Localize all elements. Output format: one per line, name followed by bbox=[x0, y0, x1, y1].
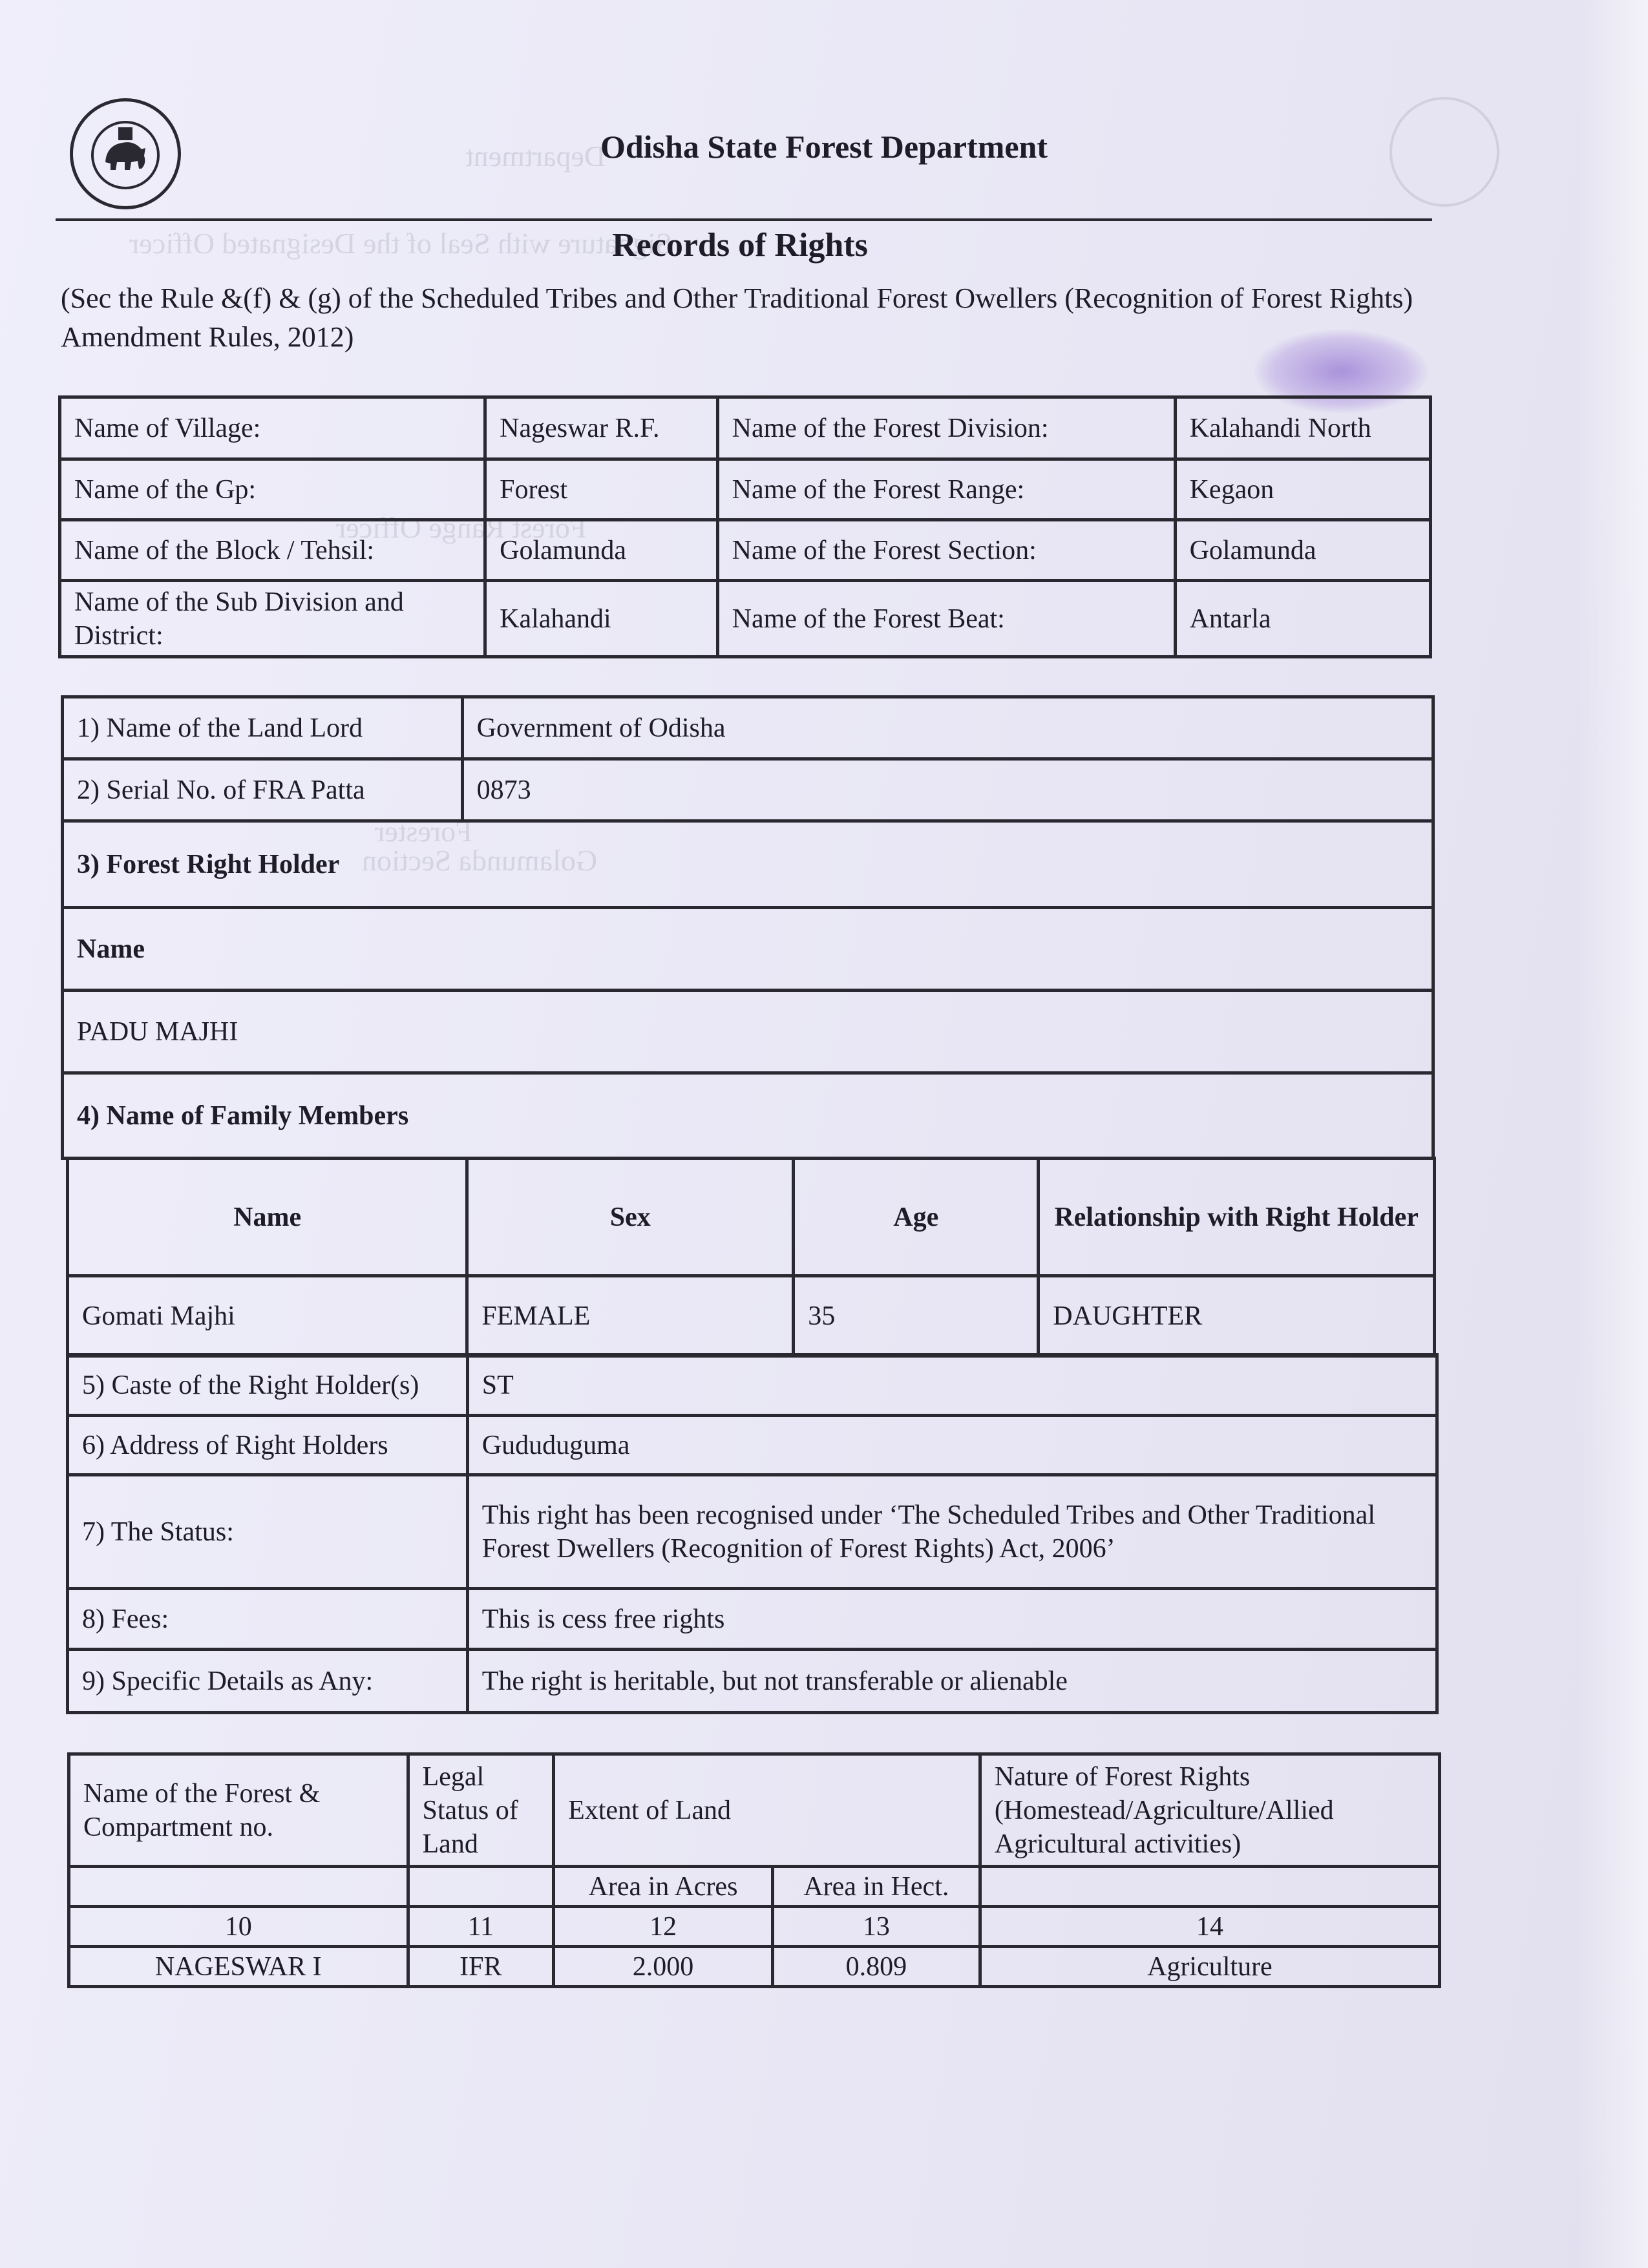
village-label: Name of Village: bbox=[60, 397, 485, 459]
area-hect-value: 0.809 bbox=[772, 1947, 980, 1987]
department-title: Odisha State Forest Department bbox=[600, 129, 1048, 165]
holder-name: PADU MAJHI bbox=[63, 991, 1433, 1073]
header-rule bbox=[56, 218, 1432, 221]
family-member-sex: FEMALE bbox=[467, 1276, 794, 1356]
forest-beat-value: Antarla bbox=[1175, 581, 1430, 657]
table-row bbox=[63, 759, 1433, 821]
family-header-age: Age bbox=[794, 1159, 1039, 1276]
caste-label: 5) Caste of the Right Holder(s) bbox=[68, 1355, 468, 1416]
status-value: This right has been recognised under ‘The Scheduled Tribes and Other Traditional Forest Dwellers (Recognition of Forest Rights) Act, 2006’ bbox=[467, 1475, 1437, 1589]
bleed-through-text: Forest Range Officer bbox=[336, 511, 587, 544]
table-row bbox=[63, 821, 1433, 908]
table-row bbox=[63, 697, 1433, 759]
area-acres-header: Area in Acres bbox=[554, 1867, 773, 1907]
fees-value: This is cess free rights bbox=[467, 1589, 1437, 1650]
table-row bbox=[68, 1475, 1437, 1589]
legal-status-value: IFR bbox=[408, 1947, 554, 1987]
column-number: 11 bbox=[408, 1907, 554, 1947]
table-row bbox=[60, 581, 1431, 657]
forest-section-value: Golamunda bbox=[1175, 520, 1430, 581]
family-header-relationship: Relationship with Right Holder bbox=[1039, 1159, 1435, 1276]
column-number: 14 bbox=[980, 1907, 1439, 1947]
gp-value: Forest bbox=[485, 459, 718, 520]
nature-value: Agriculture bbox=[980, 1947, 1439, 1987]
forest-range-value: Kegaon bbox=[1175, 459, 1430, 520]
empty-cell bbox=[69, 1867, 408, 1907]
family-header-sex: Sex bbox=[467, 1159, 794, 1276]
family-header-name: Name bbox=[68, 1159, 467, 1276]
table-row bbox=[68, 1355, 1437, 1416]
table-row bbox=[60, 397, 1431, 459]
area-hect-header: Area in Hect. bbox=[772, 1867, 980, 1907]
record-table bbox=[61, 695, 1435, 1160]
landlord-value: Government of Odisha bbox=[462, 697, 1433, 759]
gp-label: Name of the Gp: bbox=[60, 459, 485, 520]
table-row bbox=[68, 1589, 1437, 1650]
table-row bbox=[68, 1650, 1437, 1713]
forest-division-label: Name of the Forest Division: bbox=[717, 397, 1175, 459]
address-label: 6) Address of Right Holders bbox=[68, 1416, 468, 1475]
bleed-through-text: Golamunda Section bbox=[362, 844, 598, 877]
forest-beat-label: Name of the Forest Beat: bbox=[717, 581, 1175, 657]
page-subtitle: (Sec the Rule &(f) & (g) of the Scheduled Tribes and Other Traditional Forest Owellers (Recognition of Forest Rights) Amendment Rules, 2012) bbox=[61, 282, 1413, 353]
table-row bbox=[60, 459, 1431, 520]
legal-status-header: Legal Status of Land bbox=[408, 1754, 554, 1867]
land-table bbox=[67, 1752, 1441, 1988]
bleed-through-text: Forester bbox=[375, 815, 472, 848]
paper-fold-shadow bbox=[1577, 0, 1648, 2268]
nature-of-rights-header: Nature of Forest Rights (Homestead/Agriculture/Allied Agricultural activities) bbox=[980, 1754, 1439, 1867]
bleed-through-text: Department bbox=[465, 140, 606, 173]
page-title: Records of Rights bbox=[612, 227, 868, 264]
location-table bbox=[58, 395, 1432, 658]
family-member-age: 35 bbox=[794, 1276, 1039, 1356]
family-table bbox=[66, 1157, 1436, 1358]
table-row bbox=[69, 1947, 1440, 1987]
block-label: Name of the Block / Tehsil: bbox=[60, 520, 485, 581]
family-member-relationship: DAUGHTER bbox=[1039, 1276, 1435, 1356]
extent-of-land-header: Extent of Land bbox=[554, 1754, 980, 1867]
holder-heading: 3) Forest Right Holder bbox=[63, 821, 1433, 908]
family-member-name: Gomati Majhi bbox=[68, 1276, 467, 1356]
area-acres-value: 2.000 bbox=[554, 1947, 773, 1987]
caste-value: ST bbox=[467, 1355, 1437, 1416]
empty-cell bbox=[980, 1867, 1439, 1907]
column-number: 13 bbox=[772, 1907, 980, 1947]
serial-label: 2) Serial No. of FRA Patta bbox=[63, 759, 463, 821]
serial-value: 0873 bbox=[462, 759, 1433, 821]
table-row bbox=[69, 1867, 1440, 1907]
forest-range-label: Name of the Forest Range: bbox=[717, 459, 1175, 520]
table-row bbox=[69, 1907, 1440, 1947]
forest-section-label: Name of the Forest Section: bbox=[717, 520, 1175, 581]
forest-division-value: Kalahandi North bbox=[1175, 397, 1430, 459]
specific-details-label: 9) Specific Details as Any: bbox=[68, 1650, 468, 1713]
landlord-label: 1) Name of the Land Lord bbox=[63, 697, 463, 759]
specific-details-value: The right is heritable, but not transferable or alienable bbox=[467, 1650, 1437, 1713]
forest-compartment-header: Name of the Forest & Compartment no. bbox=[69, 1754, 408, 1867]
address-value: Gududuguma bbox=[467, 1416, 1437, 1475]
status-label: 7) The Status: bbox=[68, 1475, 468, 1589]
fees-label: 8) Fees: bbox=[68, 1589, 468, 1650]
family-heading: 4) Name of Family Members bbox=[63, 1073, 1433, 1159]
bleed-through-text: Signature with Seal of the Designated Officer bbox=[129, 227, 672, 260]
table-row bbox=[63, 908, 1433, 991]
table-row bbox=[68, 1276, 1435, 1356]
village-value: Nageswar R.F. bbox=[485, 397, 718, 459]
table-row bbox=[60, 520, 1431, 581]
sub-division-label: Name of the Sub Division and District: bbox=[60, 581, 485, 657]
name-heading: Name bbox=[63, 908, 1433, 991]
column-number: 10 bbox=[69, 1907, 408, 1947]
table-row bbox=[69, 1754, 1440, 1867]
column-number: 12 bbox=[554, 1907, 773, 1947]
table-row bbox=[68, 1416, 1437, 1475]
table-row bbox=[63, 991, 1433, 1073]
forest-name-value: NAGESWAR I bbox=[69, 1947, 408, 1987]
table-row bbox=[68, 1159, 1435, 1276]
details-table bbox=[66, 1353, 1439, 1714]
sub-division-value: Kalahandi bbox=[485, 581, 718, 657]
table-row bbox=[63, 1073, 1433, 1159]
empty-cell bbox=[408, 1867, 554, 1907]
block-value: Golamunda bbox=[485, 520, 718, 581]
